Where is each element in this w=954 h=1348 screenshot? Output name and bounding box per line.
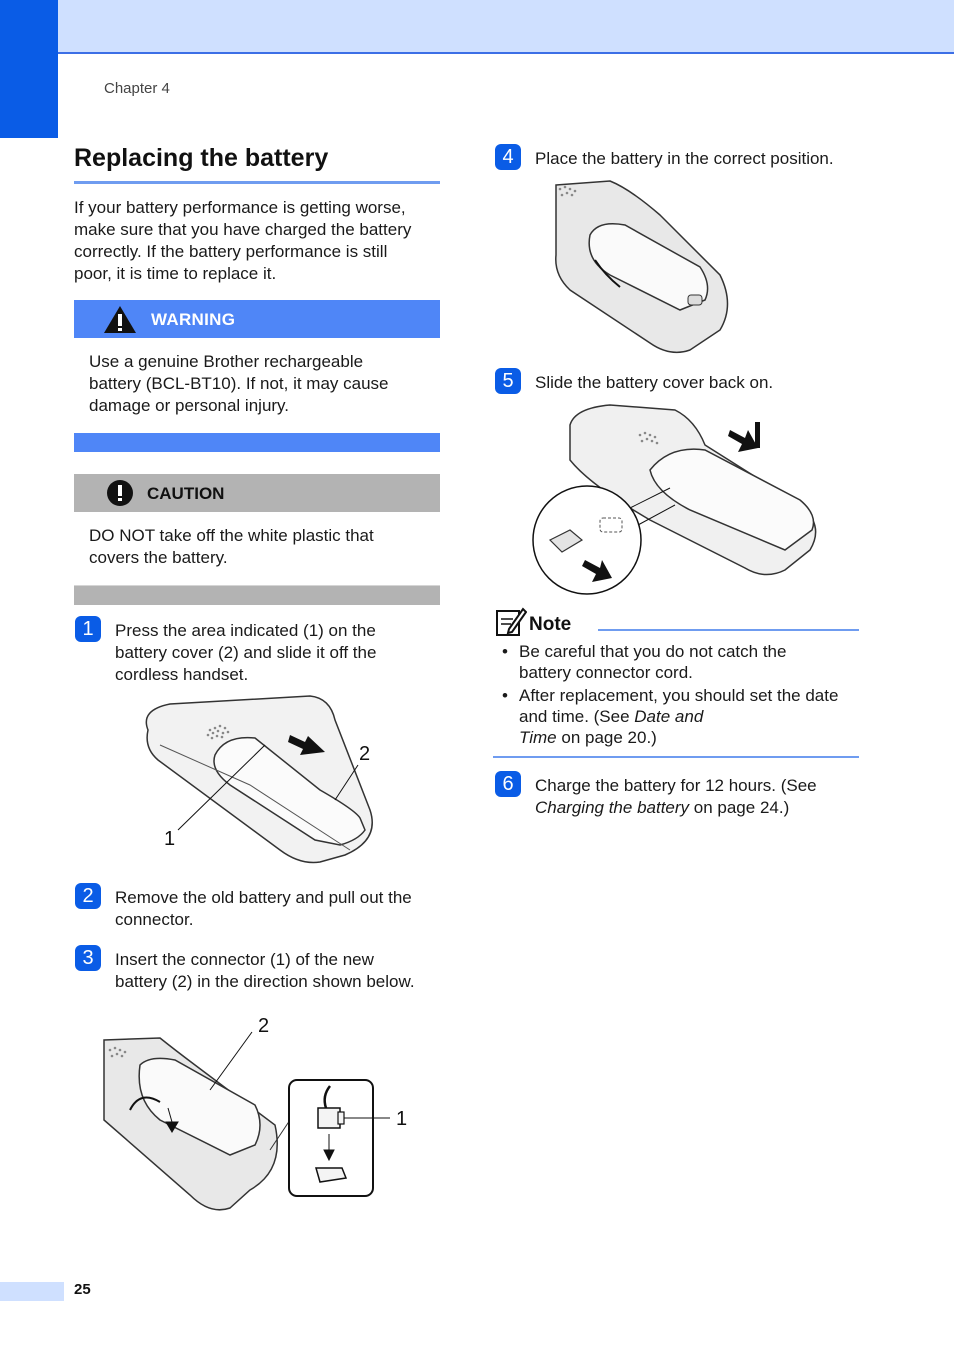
cross-ref-date-time[interactable]: Date and — [634, 707, 704, 726]
step-3-number: 3 — [75, 945, 101, 971]
cross-ref-charging[interactable]: Charging the battery — [535, 798, 690, 817]
note-bullet-2: After replacement, you should set the date and time. (See Date and Time on page 20.) — [519, 686, 839, 747]
page-number-bar — [0, 1282, 64, 1301]
page-number: 25 — [74, 1281, 91, 1298]
note-bullet-1: Be careful that you do not catch the battery connector cord. — [519, 642, 787, 682]
step-6-number: 6 — [495, 771, 521, 797]
step-2-number: 2 — [75, 883, 101, 909]
intro-paragraph: If your battery performance is getting worse, make sure that you have charged the battery correctly. If the battery performance is still poor, it is time to replace it. — [74, 198, 412, 283]
caution-text: DO NOT take off the white plastic that covers the battery. — [89, 526, 374, 567]
caution-title: CAUTION — [147, 484, 225, 503]
step-2-text: Remove the old battery and pull out the connector. — [115, 888, 412, 929]
note-title: Note — [529, 614, 572, 635]
note-bullet-dot-1: • — [502, 642, 508, 661]
step-3-text: Insert the connector (1) of the new battery (2) in the direction shown below. — [115, 950, 415, 991]
step-5-number: 5 — [495, 368, 521, 394]
figure-place-battery — [550, 175, 740, 360]
note-bullet-dot-2: • — [502, 686, 508, 705]
fig1-label-2: 2 — [359, 743, 371, 765]
warning-text: Use a genuine Brother rechargeable battery (BCL-BT10). If not, it may cause damage or personal injury. — [89, 352, 389, 415]
chapter-label: Chapter 4 — [104, 80, 170, 97]
section-title: Replacing the battery — [74, 144, 329, 172]
step-4-text: Place the battery in the correct position. — [535, 149, 834, 168]
warning-bar-bottom — [74, 433, 440, 452]
cross-ref-time[interactable]: Time — [519, 728, 557, 747]
fig3-label-1: 1 — [396, 1108, 408, 1130]
note-rule-bottom — [493, 756, 859, 758]
note-icon — [495, 605, 527, 637]
figure-slide-cover — [530, 400, 825, 600]
figure-insert-connector — [100, 1010, 420, 1220]
note-rule-top — [598, 629, 859, 631]
caution-icon — [106, 479, 134, 507]
step-4-number: 4 — [495, 144, 521, 170]
fig3-label-2: 2 — [258, 1015, 270, 1037]
step-1-number: 1 — [75, 616, 101, 642]
fig1-label-1: 1 — [164, 828, 176, 850]
caution-bar-bottom — [74, 585, 440, 605]
warning-icon — [102, 304, 138, 335]
header-band — [0, 0, 954, 54]
figure-remove-cover — [130, 690, 390, 875]
title-rule — [74, 181, 440, 184]
step-6-text: Charge the battery for 12 hours. (See Charging the battery on page 24.) — [535, 776, 817, 817]
warning-title: WARNING — [151, 310, 236, 329]
step-1-text: Press the area indicated (1) on the battery cover (2) and slide it off the cordless handset. — [115, 621, 377, 684]
step-5-text: Slide the battery cover back on. — [535, 373, 774, 392]
chapter-tab — [0, 0, 58, 138]
